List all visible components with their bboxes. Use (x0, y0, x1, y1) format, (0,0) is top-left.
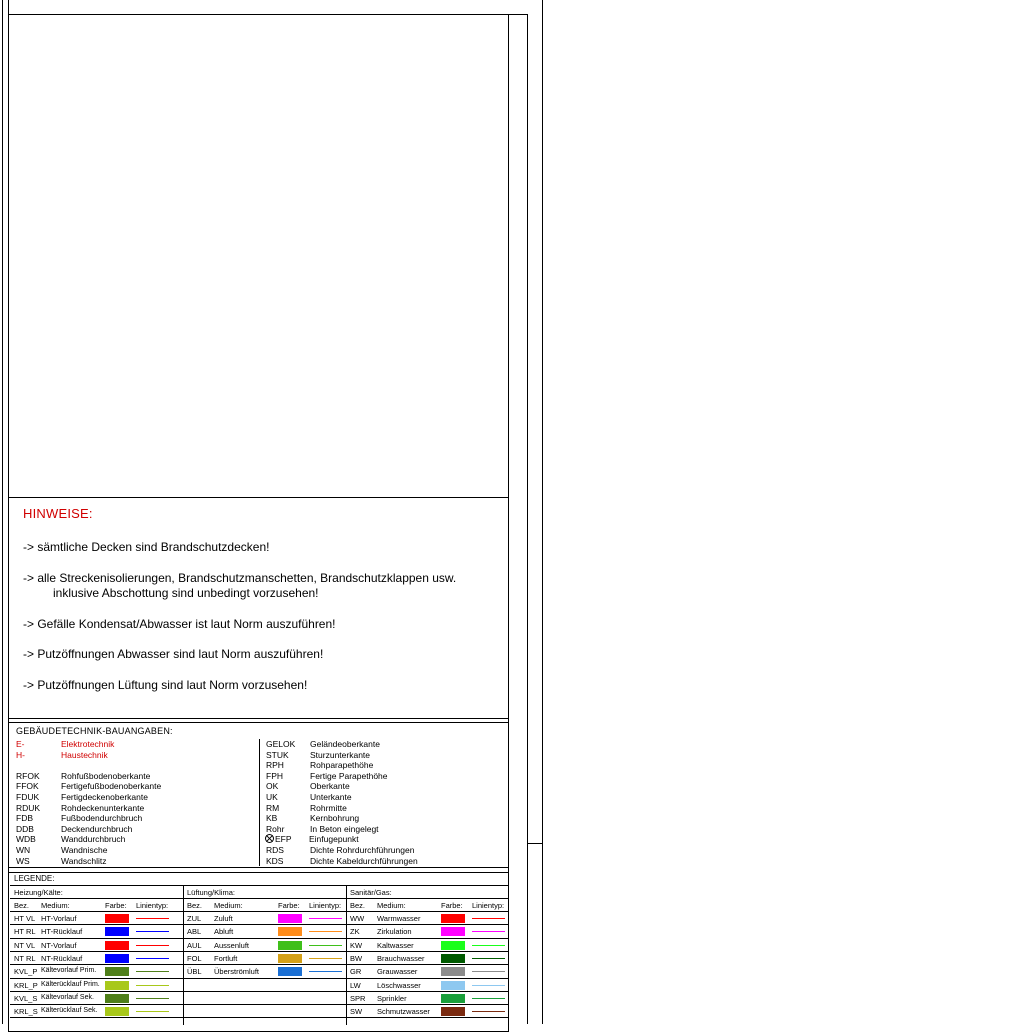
legende-row-separator (10, 964, 509, 965)
abbreviation-value: Geländeoberkante (310, 739, 380, 749)
legend-color-swatch (105, 967, 129, 976)
frame-right-mid (527, 14, 528, 1024)
abbreviation-key: WN (16, 845, 31, 855)
abbreviation-key: KB (266, 813, 278, 824)
legende-row-separator (10, 1004, 509, 1005)
abbreviation-value: Oberkante (310, 781, 350, 792)
legend-linetype (472, 998, 505, 999)
legende-section-title: Lüftung/Klima: (187, 888, 235, 897)
legend-bez: LW (350, 980, 361, 990)
abbreviation-row (16, 750, 108, 761)
hint-text: -> sämtliche Decken sind Brandschutzdecken! (23, 540, 270, 554)
legende-title-separator (10, 885, 509, 886)
legend-linetype (136, 918, 169, 919)
legend-medium: Fortluft (214, 953, 238, 963)
abbreviation-key: RDS (266, 845, 284, 855)
abbreviation-row (266, 739, 380, 750)
legend-bez: KW (350, 940, 363, 950)
col-header-farbe: Farbe: (441, 901, 463, 910)
abbreviation-key: OK (266, 781, 279, 792)
legende-header-separator (10, 898, 509, 899)
legend-medium: Warmwasser (377, 914, 421, 923)
legend-color-swatch (441, 981, 465, 990)
abbreviation-key: RFOK (16, 770, 40, 781)
col-header-bez: Bez. (350, 901, 366, 910)
legende-row-separator (10, 951, 509, 952)
legend-linetype (472, 1011, 505, 1012)
abbreviation-key: UK (266, 792, 278, 802)
legend-linetype (309, 931, 342, 932)
abbreviation-row (16, 824, 132, 835)
legend-bez: HT VL (14, 914, 36, 923)
abbreviation-key: EFP (265, 834, 309, 845)
legend-linetype (136, 998, 169, 999)
legende-colhead-separator (10, 911, 509, 912)
abbreviation-row (266, 781, 350, 792)
legende-row-separator (10, 938, 509, 939)
legend-color-swatch (278, 914, 302, 923)
legend-bez: NT VL (14, 940, 36, 950)
legend-medium: Aussenluft (214, 940, 250, 950)
abbreviation-key: E- (16, 739, 25, 749)
abbreviation-value: Fertige Parapethöhe (310, 770, 388, 781)
legend-color-swatch (441, 941, 465, 950)
legend-medium: Kälterücklauf Sek. (41, 1007, 98, 1015)
abbreviation-row (16, 739, 114, 750)
legend-linetype (472, 931, 505, 932)
abbreviation-value: Einfugepunkt (309, 834, 359, 845)
legend-medium: Abluft (214, 927, 234, 937)
abbreviation-key: Rohr (266, 823, 285, 834)
legend-bez: FOL (187, 953, 202, 963)
col-header-farbe: Farbe: (105, 901, 127, 910)
legend-bez: KRL_P (14, 980, 38, 990)
hint-2 (23, 571, 456, 601)
legend-color-swatch (441, 954, 465, 963)
legend-medium: Schmutzwasser (377, 1007, 430, 1017)
col-header-bez: Bez. (14, 901, 30, 910)
abbreviation-row (16, 760, 61, 771)
legend-bez: BW (350, 953, 363, 963)
legend-color-swatch (105, 954, 129, 963)
col-header-linientyp: Linientyp: (136, 901, 169, 910)
frame-right-tick (527, 843, 543, 844)
abbreviation-row (16, 792, 148, 803)
abbreviation-row (266, 750, 370, 761)
legend-color-swatch (441, 927, 465, 936)
abbreviation-row (266, 834, 359, 845)
abbreviation-value: Rohparapethöhe (310, 760, 374, 771)
abbreviation-value: Kernbohrung (310, 813, 360, 824)
legend-medium: NT-Vorlauf (41, 940, 77, 950)
legend-medium: Kältevorlauf Sek. (41, 993, 94, 1001)
abbreviation-row (266, 771, 388, 782)
frame-right-outer (542, 0, 543, 1024)
abbreviation-row (266, 845, 414, 856)
sheet-edge-left (2, 0, 3, 1024)
legend-bez: ZK (350, 927, 360, 937)
legend-medium: NT-Rücklauf (41, 953, 83, 963)
legend-linetype (309, 971, 342, 972)
abbreviation-value: Wandschlitz (61, 855, 107, 866)
col-header-linientyp: Linientyp: (309, 901, 342, 910)
col-header-linientyp: Linientyp: (472, 901, 505, 910)
legend-linetype (472, 985, 505, 986)
abbreviation-key: KDS (266, 855, 284, 866)
abbreviation-key: FDUK (16, 792, 40, 802)
legend-bez: ABL (187, 927, 202, 937)
abbreviation-value: Dichte Rohrdurchführungen (310, 845, 415, 855)
abbreviation-key: FFOK (16, 781, 39, 792)
legende-row-separator (10, 924, 509, 925)
legend-color-swatch (105, 927, 129, 936)
legend-bez: GR (350, 967, 362, 977)
legende-row-separator (10, 978, 509, 979)
efp-circle-cross-icon (265, 834, 274, 843)
abbreviation-key: GELOK (266, 739, 296, 749)
bauangaben-title: GEBÄUDETECHNIK-BAUANGABEN: (16, 726, 173, 736)
legende-section-divider (183, 885, 184, 1025)
legend-medium: Sprinkler (377, 993, 407, 1003)
abbreviation-key: RM (266, 802, 280, 813)
legend-medium: Grauwasser (377, 967, 418, 977)
drawing-area (8, 14, 509, 498)
legend-color-swatch (105, 1007, 129, 1016)
abbreviation-row (266, 803, 347, 814)
abbreviation-key: RPH (266, 760, 284, 771)
legend-linetype (136, 971, 169, 972)
legend-color-swatch (441, 914, 465, 923)
abbreviation-value: Wanddurchbruch (61, 834, 126, 845)
abbreviation-key: FPH (266, 770, 283, 781)
abbreviation-value: Rohfußbodenoberkante (61, 770, 151, 781)
abbreviation-value: Dichte Kabeldurchführungen (310, 855, 418, 866)
legende-title: LEGENDE: (14, 874, 55, 883)
legend-bez: AUL (187, 940, 202, 950)
abbreviation-row (16, 845, 107, 856)
abbreviation-row (16, 803, 144, 814)
abbreviation-key: FDB (16, 813, 33, 824)
legend-bez: WW (350, 914, 365, 923)
legend-linetype (309, 945, 342, 946)
legend-linetype (136, 931, 169, 932)
legend-color-swatch (105, 994, 129, 1003)
legend-medium: HT-Rücklauf (41, 927, 83, 937)
legend-bez: KRL_S (14, 1007, 38, 1017)
abbreviation-value: Unterkante (310, 792, 352, 802)
abbreviation-value: In Beton eingelegt (310, 823, 379, 834)
legend-linetype (136, 945, 169, 946)
abbreviation-row (266, 824, 379, 835)
legende-section-divider (346, 885, 347, 1025)
legend-color-swatch (278, 967, 302, 976)
hint-text: -> Putzöffnungen Lüftung sind laut Norm vorzusehen! (23, 678, 308, 692)
legend-medium: Löschwasser (377, 980, 421, 990)
hint-text: -> Putzöffnungen Abwasser sind laut Norm auszuführen! (23, 647, 324, 661)
legend-color-swatch (441, 967, 465, 976)
abbreviation-value: Fußbodendurchbruch (61, 813, 143, 824)
legend-bez: SPR (350, 993, 366, 1003)
legend-medium: Überströmluft (214, 967, 260, 977)
legend-color-swatch (278, 927, 302, 936)
abbreviation-row (266, 813, 359, 824)
legend-medium: HT-Vorlauf (41, 914, 77, 923)
legende-row-separator (10, 991, 509, 992)
hint-3 (23, 617, 336, 632)
legend-linetype (472, 958, 505, 959)
legend-color-swatch (105, 941, 129, 950)
hint-text: -> alle Streckenisolierungen, Brandschutzmanschetten, Brandschutzklappen usw. (23, 571, 457, 585)
abbreviation-key: WDB (16, 834, 36, 845)
legend-medium: Kaltwasser (377, 940, 414, 950)
abbreviation-row (266, 792, 352, 803)
legend-medium: Brauchwasser (377, 953, 425, 963)
abbreviation-row (266, 760, 373, 771)
legend-linetype (309, 918, 342, 919)
legend-medium: Zuluft (214, 914, 233, 923)
legend-bez: HT RL (14, 927, 36, 937)
legende-section-title: Heizung/Kälte: (14, 888, 63, 897)
hint-5 (23, 678, 307, 693)
legend-bez: KVL_S (14, 993, 38, 1003)
abbreviation-key: STUK (266, 749, 289, 760)
abbreviation-key: WS (16, 855, 30, 866)
hint-4 (23, 647, 323, 662)
legend-bez: ZUL (187, 914, 202, 923)
legend-linetype (472, 945, 505, 946)
col-header-medium: Medium: (377, 901, 406, 910)
abbreviation-row (16, 813, 142, 824)
legend-color-swatch (105, 914, 129, 923)
legend-bez: KVL_P (14, 967, 38, 977)
legend-color-swatch (278, 941, 302, 950)
legend-bez: NT RL (14, 953, 36, 963)
hinweise-title: HINWEISE: (23, 506, 93, 521)
legend-bez: SW (350, 1007, 363, 1017)
legend-linetype (472, 918, 505, 919)
abbreviation-value: Wandnische (61, 845, 108, 855)
legende-section-title: Sanitär/Gas: (350, 888, 392, 897)
legend-linetype (309, 958, 342, 959)
col-header-farbe: Farbe: (278, 901, 300, 910)
abbreviation-value: Sturzunterkante (310, 749, 371, 760)
legend-color-swatch (105, 981, 129, 990)
col-header-bez: Bez. (187, 901, 203, 910)
hint-text: -> Gefälle Kondensat/Abwasser ist laut Norm auszuführen! (23, 617, 336, 631)
legend-medium: Kälterücklauf Prim. (41, 980, 100, 988)
abbreviation-key: H- (16, 749, 25, 760)
hint-text-cont: inklusive Abschottung sind unbedingt vorzusehen! (53, 586, 319, 600)
abbreviation-key: RDUK (16, 802, 41, 813)
legend-color-swatch (278, 954, 302, 963)
legend-linetype (136, 985, 169, 986)
abbreviation-row (16, 781, 161, 792)
abbreviation-row (16, 856, 107, 867)
abbreviation-value: Fertigdeckenoberkante (61, 792, 148, 802)
legend-medium: Kältevorlauf Prim. (41, 967, 97, 975)
col-header-medium: Medium: (214, 901, 243, 910)
legend-bez: ÜBL (187, 967, 202, 977)
abbreviation-value: Haustechnik (61, 749, 108, 760)
abbreviation-row (266, 856, 418, 867)
legend-linetype (472, 971, 505, 972)
abbreviation-value: Fertigefußbodenoberkante (61, 781, 162, 792)
abbreviation-value: Rohdeckenunterkante (61, 802, 145, 813)
hint-1 (23, 540, 269, 555)
legend-color-swatch (441, 994, 465, 1003)
legend-linetype (136, 1011, 169, 1012)
abbreviation-value: Elektrotechnik (61, 739, 115, 749)
legend-linetype (136, 958, 169, 959)
col-header-medium: Medium: (41, 901, 70, 910)
abbreviation-key: DDB (16, 823, 34, 834)
legende-row-separator (10, 1017, 509, 1018)
legend-medium: Zirkulation (377, 927, 412, 937)
abbreviation-value: Rohrmitte (310, 802, 347, 813)
abbreviation-row (16, 834, 125, 845)
legend-color-swatch (441, 1007, 465, 1016)
abbreviation-row (16, 771, 150, 782)
bauangaben-divider (259, 739, 260, 866)
abbreviation-value: Deckendurchbruch (61, 823, 133, 834)
